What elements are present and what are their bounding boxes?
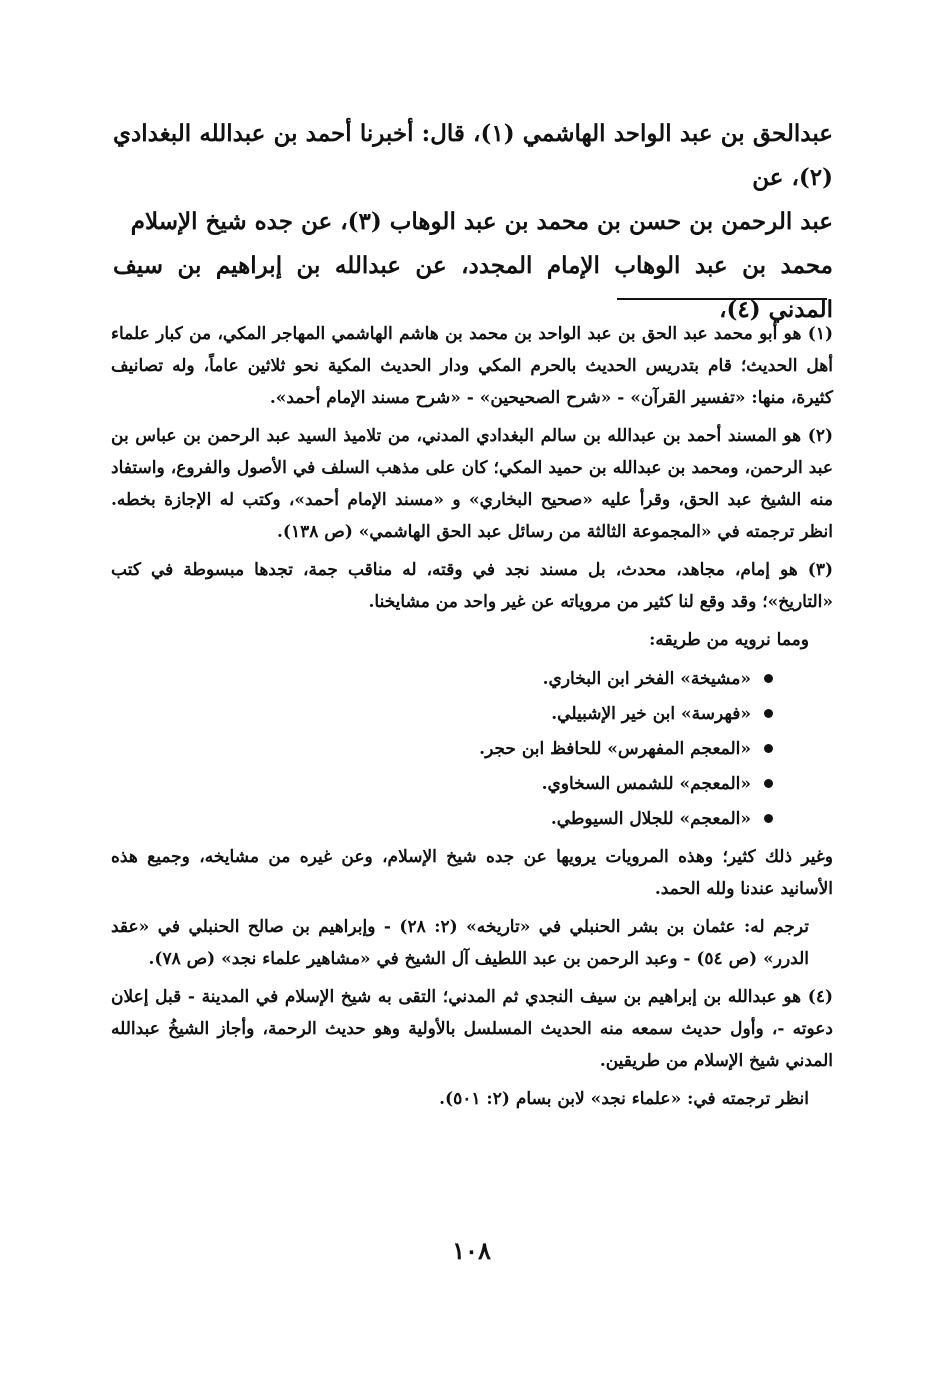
list-item xyxy=(111,662,773,697)
footnote-separator xyxy=(617,298,827,300)
list-item-text: «مشيخة» الفخر ابن البخاري. xyxy=(542,669,751,689)
list-item-text: «فهرسة» ابن خير الإشبيلي. xyxy=(551,704,751,724)
footnote-3-list xyxy=(111,662,773,837)
page-number: ١٠٨ xyxy=(452,1236,491,1265)
list-item xyxy=(111,732,773,767)
main-text-line: عبدالحق بن عبد الواحد الهاشمي (١)، قال: أخبرنا أحمد بن عبدالله البغدادي (٢)، عن xyxy=(113,120,833,191)
footnotes-section xyxy=(111,318,833,1121)
list-item-text: «المعجم» للشمس السخاوي. xyxy=(541,774,751,794)
list-item-text: «المعجم» للجلال السيوطي. xyxy=(550,809,751,829)
list-item xyxy=(111,697,773,732)
footnote-3-biography: ترجم له: عثمان بن بشر الحنبلي في «تاريخه» (٢: ٢٨) - وإبراهيم بن صالح الحنبلي في «عقد الدرر» (ص ٥٤) - وعبد الرحمن بن عبد اللطيف آل الشيخ في «مشاهير علماء نجد» (ص ٧٨). xyxy=(111,917,809,969)
main-text-line: محمد بن عبد الوهاب الإمام المجدد، عن عبدالله بن إبراهيم بن سيف المدني (٤)، xyxy=(113,252,833,323)
bullet-icon xyxy=(764,744,773,753)
main-text-line: عبد الرحمن بن حسن بن محمد بن عبد الوهاب (٣)، عن جده شيخ الإسلام xyxy=(130,208,833,235)
footnote-4: (٤) هو عبدالله بن إبراهيم بن سيف النجدي ثم المدني؛ التقى به شيخ الإسلام في المدينة - قبل إعلان دعوته -، وأول حديث سمعه منه الحديث المسلسل بالأولية وهو حديث الرحمة، وأجاز الشيخُ عبدالله المدني شيخ الإسلام من طريقين. xyxy=(111,987,833,1071)
bullet-icon xyxy=(764,779,773,788)
footnote-1: (١) هو أبو محمد عبد الحق بن عبد الواحد بن محمد بن هاشم الهاشمي المهاجر المكي، من كبار علماء أهل الحديث؛ قام بتدريس الحديث بالحرم المكي ودار الحديث المكية نحو ثلاثين عاماً، وله تصانيف كثيرة، منها: «تفسير القرآن» - «شرح الصحيحين» - «شرح مسند الإمام أحمد». xyxy=(111,324,833,408)
footnote-4-reference: انظر ترجمته في: «علماء نجد» لابن بسام (٢: ٥٠١). xyxy=(439,1089,809,1109)
list-item xyxy=(111,802,773,837)
bullet-icon xyxy=(764,814,773,823)
footnote-3-intro: ومما نرويه من طريقه: xyxy=(649,630,809,650)
footnote-3: (٣) هو إمام، مجاهد، محدث، بل مسند نجد في وقته، له مناقب جمة، تجدها مبسوطة في كتب «التاريخ»؛ وقد وقع لنا كثير من مروياته عن غير واحد من مشايخنا. xyxy=(111,560,833,612)
list-item-text: «المعجم المفهرس» للحافظ ابن حجر. xyxy=(479,739,751,759)
bullet-icon xyxy=(764,674,773,683)
footnote-2: (٢) هو المسند أحمد بن عبدالله بن سالم البغدادي المدني، من تلاميذ السيد عبد الرحمن بن عباس بن عبد الرحمن، ومحمد بن عبدالله بن حميد المكي؛ كان على مذهب السلف في الأصول والفروع، واستفاد منه الشيخ عبد الحق، وقرأ عليه «صحيح البخاري» و «مسند الإمام أحمد»، وكتب له الإجازة بخطه. انظر ترجمته في «المجموعة الثالثة من رسائل عبد الحق الهاشمي» (ص ١٣٨). xyxy=(111,426,833,542)
footnote-3-continuation: وغير ذلك كثير؛ وهذه المرويات يرويها عن جده شيخ الإسلام، وعن غيره من مشايخه، وجميع هذه الأسانيد عندنا ولله الحمد. xyxy=(111,847,833,899)
bullet-icon xyxy=(764,709,773,718)
list-item xyxy=(111,767,773,802)
